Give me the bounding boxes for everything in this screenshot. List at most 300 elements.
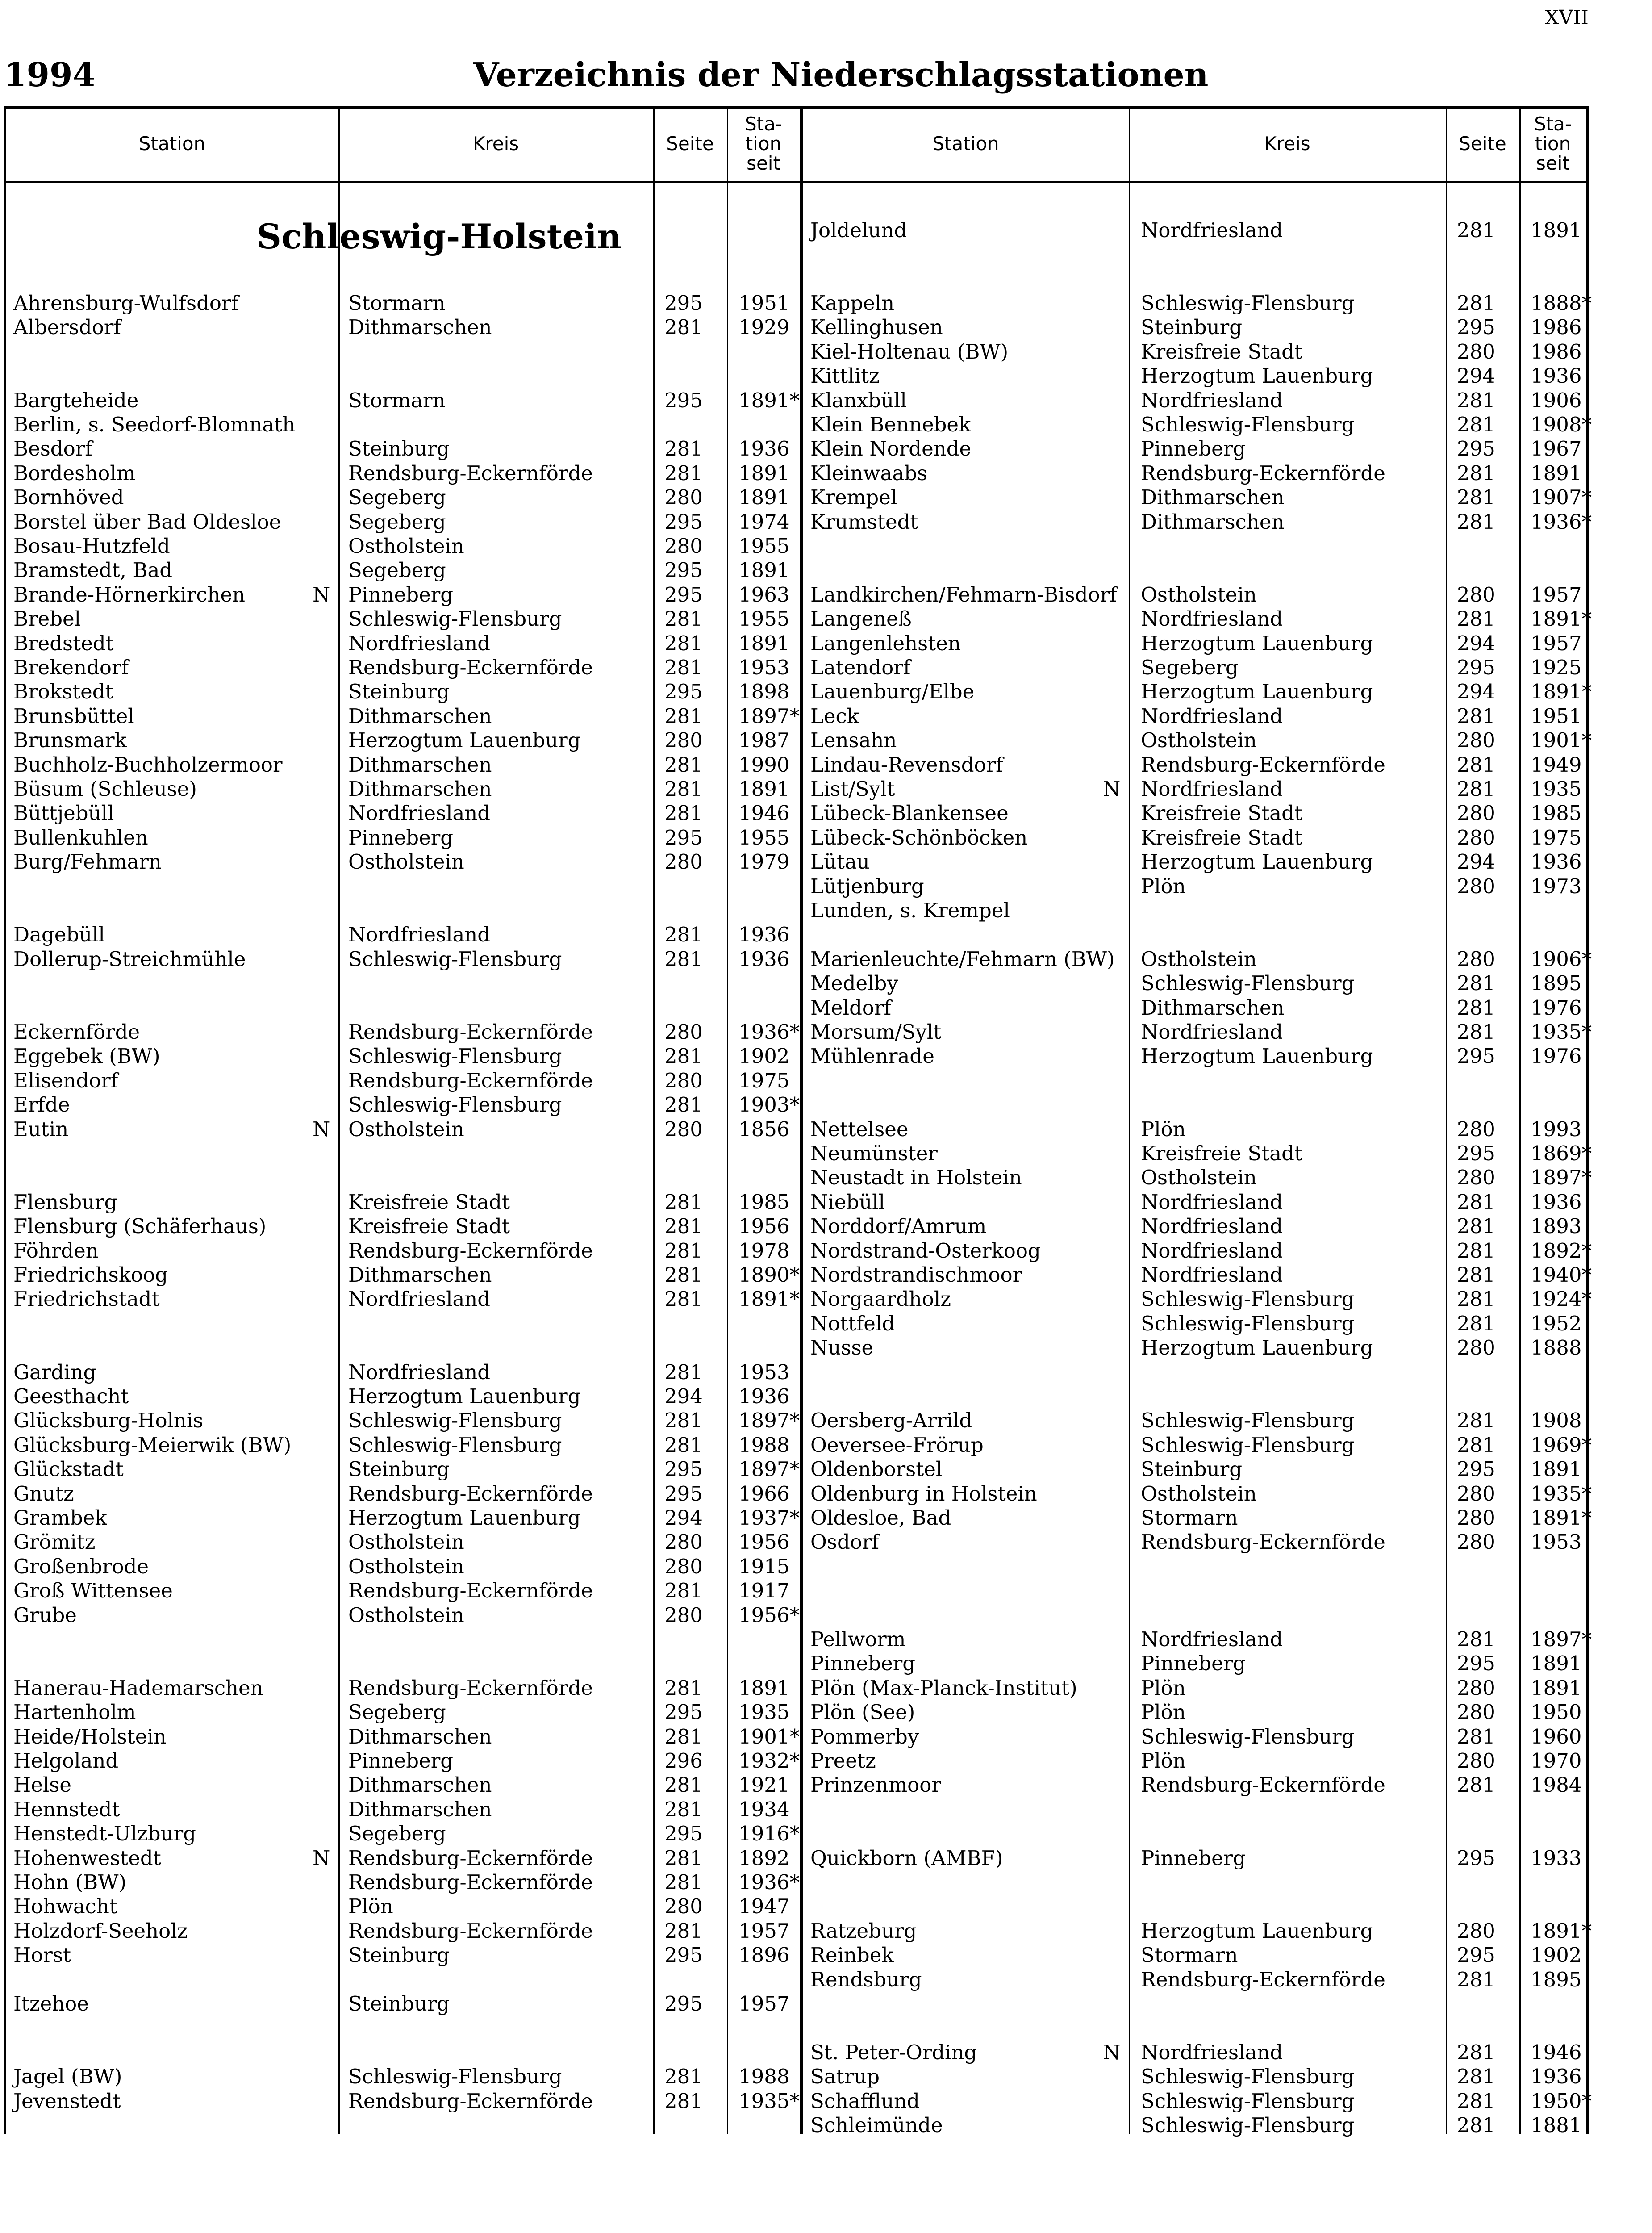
- station-name: Jagel (BW): [13, 2065, 122, 2089]
- station-since: 1936*: [1531, 510, 1592, 534]
- station-since: 1891*: [738, 388, 800, 412]
- station-since: 1921: [738, 1773, 790, 1797]
- page-ref: 280: [664, 1068, 703, 1092]
- station-name: Oldesloe, Bad: [810, 1506, 951, 1530]
- page-ref: 295: [664, 388, 703, 412]
- station-since: 1891: [1531, 1652, 1582, 1676]
- kreis-name: Plön: [1141, 1700, 1186, 1724]
- table-row: [0, 1749, 1652, 1773]
- kreis-name: Rendsburg-Eckernförde: [348, 1676, 593, 1700]
- page-ref: 280: [1457, 1676, 1495, 1700]
- station-since: 1979: [738, 850, 790, 874]
- station-name: Eutin: [13, 1117, 69, 1141]
- kreis-name: Rendsburg-Eckernförde: [1141, 1530, 1385, 1554]
- station-name: Grambek: [13, 1506, 107, 1530]
- page-ref: 295: [664, 582, 703, 606]
- station-name: Kleinwaabs: [810, 461, 928, 485]
- station-name: Nusse: [810, 1336, 874, 1360]
- kreis-name: Schleswig-Flensburg: [348, 947, 562, 971]
- station-since: 1932*: [738, 1749, 800, 1773]
- table-row: [0, 704, 1652, 728]
- station-since: 1936: [738, 923, 790, 947]
- station-since: 1952: [1531, 1311, 1582, 1335]
- station-since: 1956: [738, 1530, 790, 1554]
- page-ref: 280: [1457, 1506, 1495, 1530]
- kreis-name: Dithmarschen: [348, 753, 492, 777]
- station-name: Nordstrand-Osterkoog: [810, 1238, 1041, 1263]
- station-name: Neumünster: [810, 1142, 938, 1165]
- kreis-name: Herzogtum Lauenburg: [1141, 850, 1373, 874]
- table-row: [0, 1190, 1652, 1214]
- station-since: 1947: [738, 1894, 790, 1919]
- kreis-name: Pinneberg: [1141, 1652, 1246, 1676]
- kreis-name: Dithmarschen: [348, 777, 492, 801]
- table-row: [0, 1360, 1652, 1384]
- station-since: 1951: [738, 291, 790, 315]
- page-ref: 295: [1457, 1943, 1495, 1967]
- table-row: [0, 996, 1652, 1020]
- kreis-name: Pinneberg: [348, 825, 454, 849]
- station-since: 1974: [738, 510, 790, 534]
- station-since: 1970: [1531, 1749, 1582, 1773]
- kreis-name: Ostholstein: [348, 534, 464, 558]
- page-ref: 280: [1457, 1481, 1495, 1505]
- kreis-name: Segeberg: [348, 1822, 446, 1846]
- station-since: 1957: [1531, 582, 1582, 606]
- station-since: 1891: [1531, 1457, 1582, 1481]
- page-ref: 295: [664, 558, 703, 582]
- kreis-name: Ostholstein: [1141, 1166, 1257, 1190]
- table-row: [0, 1555, 1652, 1579]
- station-since: 1901*: [738, 1724, 800, 1748]
- kreis-name: Nordfriesland: [1141, 1190, 1283, 1214]
- kreis-name: Nordfriesland: [1141, 1627, 1283, 1651]
- page-ref: 281: [1457, 1020, 1495, 1044]
- page-ref: 281: [664, 1676, 703, 1700]
- page-ref: 281: [664, 1773, 703, 1797]
- station-since: 1897*: [738, 1409, 800, 1433]
- table-row: [0, 291, 1652, 315]
- page-ref: 281: [1457, 510, 1495, 534]
- kreis-name: Herzogtum Lauenburg: [348, 728, 581, 753]
- table-row: [0, 1943, 1652, 1967]
- kreis-name: Herzogtum Lauenburg: [1141, 1919, 1373, 1943]
- page-ref: 295: [664, 1943, 703, 1967]
- station-since: 1907*: [1531, 485, 1592, 510]
- page-ref: 295: [1457, 437, 1495, 461]
- table-row: [0, 1846, 1652, 1870]
- kreis-name: Steinburg: [348, 1943, 450, 1967]
- header-seite-left: Seite: [653, 106, 727, 183]
- table-row: [0, 1336, 1652, 1360]
- section-heading: Schleswig-Holstein: [257, 217, 622, 256]
- page-ref: 295: [1457, 1846, 1495, 1870]
- station-since: 1888: [1531, 1336, 1582, 1360]
- table-row: [0, 485, 1652, 510]
- kreis-name: Segeberg: [348, 1700, 446, 1724]
- page-ref: 281: [1457, 607, 1495, 631]
- station-name: Pommerby: [810, 1724, 919, 1748]
- table-row: [0, 2089, 1652, 2113]
- page-ref: 294: [664, 1506, 703, 1530]
- station-name: Langeneß: [810, 607, 912, 631]
- station-name: Rendsburg: [810, 1967, 922, 1991]
- kreis-name: Nordfriesland: [1141, 1214, 1283, 1238]
- station-since: 1936*: [738, 1020, 800, 1044]
- station-since: 1917: [738, 1579, 790, 1603]
- station-since: 1895: [1531, 971, 1582, 995]
- page-ref: 281: [1457, 1214, 1495, 1238]
- station-name: Niebüll: [810, 1190, 885, 1214]
- station-name: Kappeln: [810, 291, 895, 315]
- station-since: 1902: [1531, 1943, 1582, 1967]
- station-name: Osdorf: [810, 1530, 880, 1554]
- station-name: Pellworm: [810, 1627, 906, 1651]
- station-name: Prinzenmoor: [810, 1773, 941, 1797]
- table-row: [0, 1239, 1652, 1263]
- station-name: Lütau: [810, 850, 870, 874]
- table-row: [0, 1992, 1652, 2016]
- page-ref: 281: [664, 1238, 703, 1263]
- table-row: [0, 1798, 1652, 1822]
- station-name: Medelby: [810, 971, 898, 995]
- table-row: [0, 1603, 1652, 1627]
- station-name: Morsum/Sylt: [810, 1020, 942, 1044]
- station-name: Flensburg (Schäferhaus): [13, 1214, 267, 1238]
- station-since: 1963: [738, 582, 790, 606]
- page-ref: 280: [1457, 825, 1495, 849]
- page-ref: 280: [664, 1894, 703, 1919]
- station-since: 1891: [738, 461, 790, 485]
- kreis-name: Pinneberg: [1141, 437, 1246, 461]
- table-row: [0, 1287, 1652, 1311]
- kreis-name: Schleswig-Flensburg: [1141, 2065, 1355, 2089]
- kreis-name: Ostholstein: [1141, 1481, 1257, 1505]
- station-since: 1986: [1531, 315, 1582, 339]
- station-since: 1892*: [1531, 1238, 1592, 1263]
- table-row: [0, 1676, 1652, 1700]
- table-row: [0, 1700, 1652, 1724]
- table-row: [0, 1579, 1652, 1603]
- header-seit-left: Sta- tion seit: [727, 106, 800, 183]
- station-name: Norgaardholz: [810, 1287, 951, 1311]
- kreis-name: Nordfriesland: [348, 631, 491, 655]
- station-since: 1891*: [1531, 1506, 1592, 1530]
- page-ref: 280: [664, 1020, 703, 1044]
- header-station-right: Station: [803, 106, 1129, 183]
- table-row: [0, 389, 1652, 413]
- station-since: 1925: [1531, 656, 1582, 679]
- station-since: 1935*: [1531, 1481, 1592, 1505]
- page-number: XVII: [1545, 6, 1589, 29]
- kreis-name: Plön: [348, 1894, 393, 1919]
- kreis-name: Nordfriesland: [1141, 777, 1283, 801]
- station-name: Berlin, s. Seedorf-Blomnath: [13, 413, 296, 436]
- kreis-name: Nordfriesland: [1141, 704, 1283, 728]
- station-name: Kiel-Holtenau (BW): [810, 339, 1009, 364]
- page-ref: 281: [664, 1846, 703, 1870]
- kreis-name: Ostholstein: [348, 850, 464, 874]
- table-row: [0, 2065, 1652, 2089]
- station-marker: N: [1103, 2040, 1121, 2064]
- station-name: Krempel: [810, 485, 897, 510]
- station-since: 1988: [738, 1433, 790, 1457]
- page-ref: 281: [1457, 485, 1495, 510]
- station-name: Brokstedt: [13, 680, 113, 704]
- page-ref: 281: [664, 461, 703, 485]
- kreis-name: Stormarn: [1141, 1943, 1238, 1967]
- station-name: Henstedt-Ulzburg: [13, 1822, 196, 1846]
- kreis-name: Herzogtum Lauenburg: [1141, 364, 1373, 388]
- station-name: Bredstedt: [13, 631, 114, 655]
- station-since: 1929: [738, 315, 790, 339]
- page-ref: 295: [664, 1822, 703, 1846]
- page-ref: 281: [664, 923, 703, 947]
- station-since: 1891: [1531, 218, 1582, 242]
- station-since: 1985: [738, 1190, 790, 1214]
- table-row: [0, 1312, 1652, 1336]
- kreis-name: Dithmarschen: [1141, 485, 1285, 510]
- page-ref: 295: [1457, 315, 1495, 339]
- station-since: 1967: [1531, 437, 1582, 461]
- station-since: 1895: [1531, 1967, 1582, 1991]
- page-ref: 281: [664, 437, 703, 461]
- station-name: Heide/Holstein: [13, 1724, 167, 1748]
- kreis-name: Dithmarschen: [1141, 995, 1285, 1020]
- page-ref: 280: [1457, 339, 1495, 364]
- table-row: [0, 1433, 1652, 1457]
- page-ref: 295: [664, 825, 703, 849]
- station-since: 1988: [738, 2065, 790, 2089]
- table-row: [0, 2041, 1652, 2065]
- station-name: Dollerup-Streichmühle: [13, 947, 246, 971]
- kreis-name: Rendsburg-Eckernförde: [348, 1068, 593, 1092]
- station-since: 1906*: [1531, 947, 1592, 971]
- kreis-name: Herzogtum Lauenburg: [1141, 680, 1373, 704]
- page-ref: 295: [664, 1481, 703, 1505]
- kreis-name: Schleswig-Flensburg: [1141, 413, 1355, 436]
- kreis-name: Steinburg: [1141, 315, 1243, 339]
- table-row: [0, 2113, 1652, 2137]
- station-name: Helgoland: [13, 1749, 119, 1773]
- page-ref: 295: [1457, 1044, 1495, 1068]
- station-since: 1950*: [1531, 2089, 1592, 2113]
- kreis-name: Segeberg: [348, 558, 446, 582]
- table-row: [0, 1093, 1652, 1117]
- page-ref: 281: [1457, 753, 1495, 777]
- page-ref: 294: [1457, 850, 1495, 874]
- table-row: [0, 461, 1652, 485]
- station-since: 1936*: [738, 1870, 800, 1894]
- station-name: Eggebek (BW): [13, 1044, 160, 1068]
- table-row: [0, 850, 1652, 874]
- station-name: Marienleuchte/Fehmarn (BW): [810, 947, 1115, 971]
- page-ref: 281: [1457, 1190, 1495, 1214]
- kreis-name: Rendsburg-Eckernförde: [348, 1020, 593, 1044]
- station-since: 1915: [738, 1554, 790, 1578]
- station-name: Borstel über Bad Oldesloe: [13, 510, 281, 534]
- station-name: Klein Bennebek: [810, 413, 971, 436]
- kreis-name: Plön: [1141, 1117, 1186, 1141]
- page-ref: 280: [664, 1603, 703, 1627]
- page-ref: 281: [664, 315, 703, 339]
- page-ref: 281: [1457, 461, 1495, 485]
- station-name: Erfde: [13, 1093, 70, 1117]
- table-row: [0, 315, 1652, 339]
- station-name: Jevenstedt: [13, 2089, 121, 2113]
- station-name: Lauenburg/Elbe: [810, 680, 975, 704]
- kreis-name: Nordfriesland: [1141, 1238, 1283, 1263]
- table-row: [0, 1506, 1652, 1530]
- page-ref: 281: [664, 631, 703, 655]
- station-since: 1891: [738, 777, 790, 801]
- station-since: 1953: [738, 1360, 790, 1384]
- page-ref: 281: [1457, 995, 1495, 1020]
- kreis-name: Herzogtum Lauenburg: [1141, 1336, 1373, 1360]
- table-row: [0, 753, 1652, 777]
- station-name: Meldorf: [810, 995, 892, 1020]
- page-ref: 280: [1457, 947, 1495, 971]
- station-name: Hohn (BW): [13, 1870, 127, 1894]
- table-row: [0, 947, 1652, 971]
- page-ref: 295: [664, 291, 703, 315]
- page-ref: 281: [664, 1263, 703, 1287]
- kreis-name: Nordfriesland: [1141, 388, 1283, 412]
- station-since: 1955: [738, 825, 790, 849]
- station-name: Horst: [13, 1943, 71, 1967]
- page-ref: 280: [1457, 1749, 1495, 1773]
- station-since: 1956: [738, 1214, 790, 1238]
- page-ref: 281: [1457, 1627, 1495, 1651]
- table-row: [0, 1773, 1652, 1797]
- station-since: 1891: [1531, 461, 1582, 485]
- station-name: Hohwacht: [13, 1894, 117, 1919]
- table-row: [0, 583, 1652, 607]
- station-since: 1975: [738, 1068, 790, 1092]
- station-name: Nettelsee: [810, 1117, 909, 1141]
- table-row: [0, 413, 1652, 437]
- table-row: [0, 1069, 1652, 1093]
- table-row: [0, 340, 1652, 364]
- station-name: Bornhöved: [13, 485, 124, 510]
- station-name: Grube: [13, 1603, 77, 1627]
- kreis-name: Schleswig-Flensburg: [348, 1409, 562, 1433]
- kreis-name: Rendsburg-Eckernförde: [1141, 1773, 1385, 1797]
- table-row: [0, 899, 1652, 923]
- table-row: [0, 510, 1652, 534]
- station-name: Büttjebüll: [13, 801, 114, 825]
- table-row: [0, 777, 1652, 801]
- station-name: Oldenburg in Holstein: [810, 1481, 1037, 1505]
- kreis-name: Rendsburg-Eckernförde: [1141, 753, 1385, 777]
- page-ref: 281: [664, 704, 703, 728]
- station-name: Lübeck-Blankensee: [810, 801, 1009, 825]
- table-row: [0, 874, 1652, 899]
- station-name: Latendorf: [810, 656, 911, 679]
- page-ref: 295: [1457, 1142, 1495, 1165]
- kreis-name: Herzogtum Lauenburg: [348, 1384, 581, 1408]
- kreis-name: Dithmarschen: [348, 704, 492, 728]
- kreis-name: Herzogtum Lauenburg: [1141, 1044, 1373, 1068]
- station-since: 1891*: [1531, 1919, 1592, 1943]
- page-ref: 281: [664, 1433, 703, 1457]
- station-since: 1955: [738, 534, 790, 558]
- table-row: [0, 558, 1652, 582]
- station-since: 1966: [738, 1481, 790, 1505]
- page-ref: 281: [1457, 2089, 1495, 2113]
- station-since: 1957: [738, 1919, 790, 1943]
- page-ref: 281: [664, 1797, 703, 1821]
- kreis-name: Schleswig-Flensburg: [348, 1044, 562, 1068]
- kreis-name: Nordfriesland: [1141, 607, 1283, 631]
- page-title: Verzeichnis der Niederschlagsstationen: [473, 56, 1209, 94]
- station-name: Brande-Hörnerkirchen: [13, 582, 245, 606]
- kreis-name: Ostholstein: [1141, 728, 1257, 753]
- station-since: 1937*: [738, 1506, 800, 1530]
- page-ref: 295: [1457, 656, 1495, 679]
- page-ref: 280: [664, 728, 703, 753]
- page-ref: 281: [664, 2065, 703, 2089]
- station-name: List/Sylt: [810, 777, 895, 801]
- kreis-name: Dithmarschen: [348, 315, 492, 339]
- table-row: [0, 1263, 1652, 1287]
- station-name: Kittlitz: [810, 364, 880, 388]
- page-ref: 281: [664, 1919, 703, 1943]
- page-ref: 281: [1457, 1967, 1495, 1991]
- station-name: Bordesholm: [13, 461, 136, 485]
- station-name: Landkirchen/Fehmarn-Bisdorf: [810, 582, 1117, 606]
- station-name: Büsum (Schleuse): [13, 777, 197, 801]
- page-ref: 281: [1457, 1409, 1495, 1433]
- station-name: Klein Nordende: [810, 437, 972, 461]
- station-since: 1976: [1531, 995, 1582, 1020]
- kreis-name: Segeberg: [348, 510, 446, 534]
- kreis-name: Stormarn: [348, 388, 446, 412]
- station-since: 1951: [1531, 704, 1582, 728]
- station-name: Reinbek: [810, 1943, 894, 1967]
- station-name: Dagebüll: [13, 923, 105, 947]
- station-since: 1936: [1531, 850, 1582, 874]
- station-since: 1936: [738, 437, 790, 461]
- kreis-name: Pinneberg: [348, 1749, 454, 1773]
- station-since: 1978: [738, 1238, 790, 1263]
- kreis-name: Kreisfreie Stadt: [1141, 801, 1302, 825]
- page-ref: 281: [1457, 1773, 1495, 1797]
- page-ref: 281: [664, 1287, 703, 1311]
- station-name: Ratzeburg: [810, 1919, 917, 1943]
- station-name: Plön (Max-Planck-Institut): [810, 1676, 1077, 1700]
- page-ref: 281: [1457, 413, 1495, 436]
- kreis-name: Nordfriesland: [1141, 218, 1283, 242]
- table-row: [0, 1384, 1652, 1409]
- station-since: 1908: [1531, 1409, 1582, 1433]
- table-row: [0, 1870, 1652, 1894]
- station-name: Schleimünde: [810, 2113, 943, 2137]
- station-since: 1990: [738, 753, 790, 777]
- table-row: [0, 923, 1652, 947]
- page-ref: 281: [1457, 1724, 1495, 1748]
- station-since: 1916*: [738, 1822, 800, 1846]
- station-name: Albersdorf: [13, 315, 121, 339]
- kreis-name: Kreisfreie Stadt: [1141, 339, 1302, 364]
- station-name: Leck: [810, 704, 859, 728]
- station-since: 1892: [738, 1846, 790, 1870]
- table-row: [0, 1457, 1652, 1481]
- station-since: 1935: [1531, 777, 1582, 801]
- station-name: Brunsmark: [13, 728, 127, 753]
- page-ref: 281: [664, 753, 703, 777]
- page-ref: 281: [664, 1214, 703, 1238]
